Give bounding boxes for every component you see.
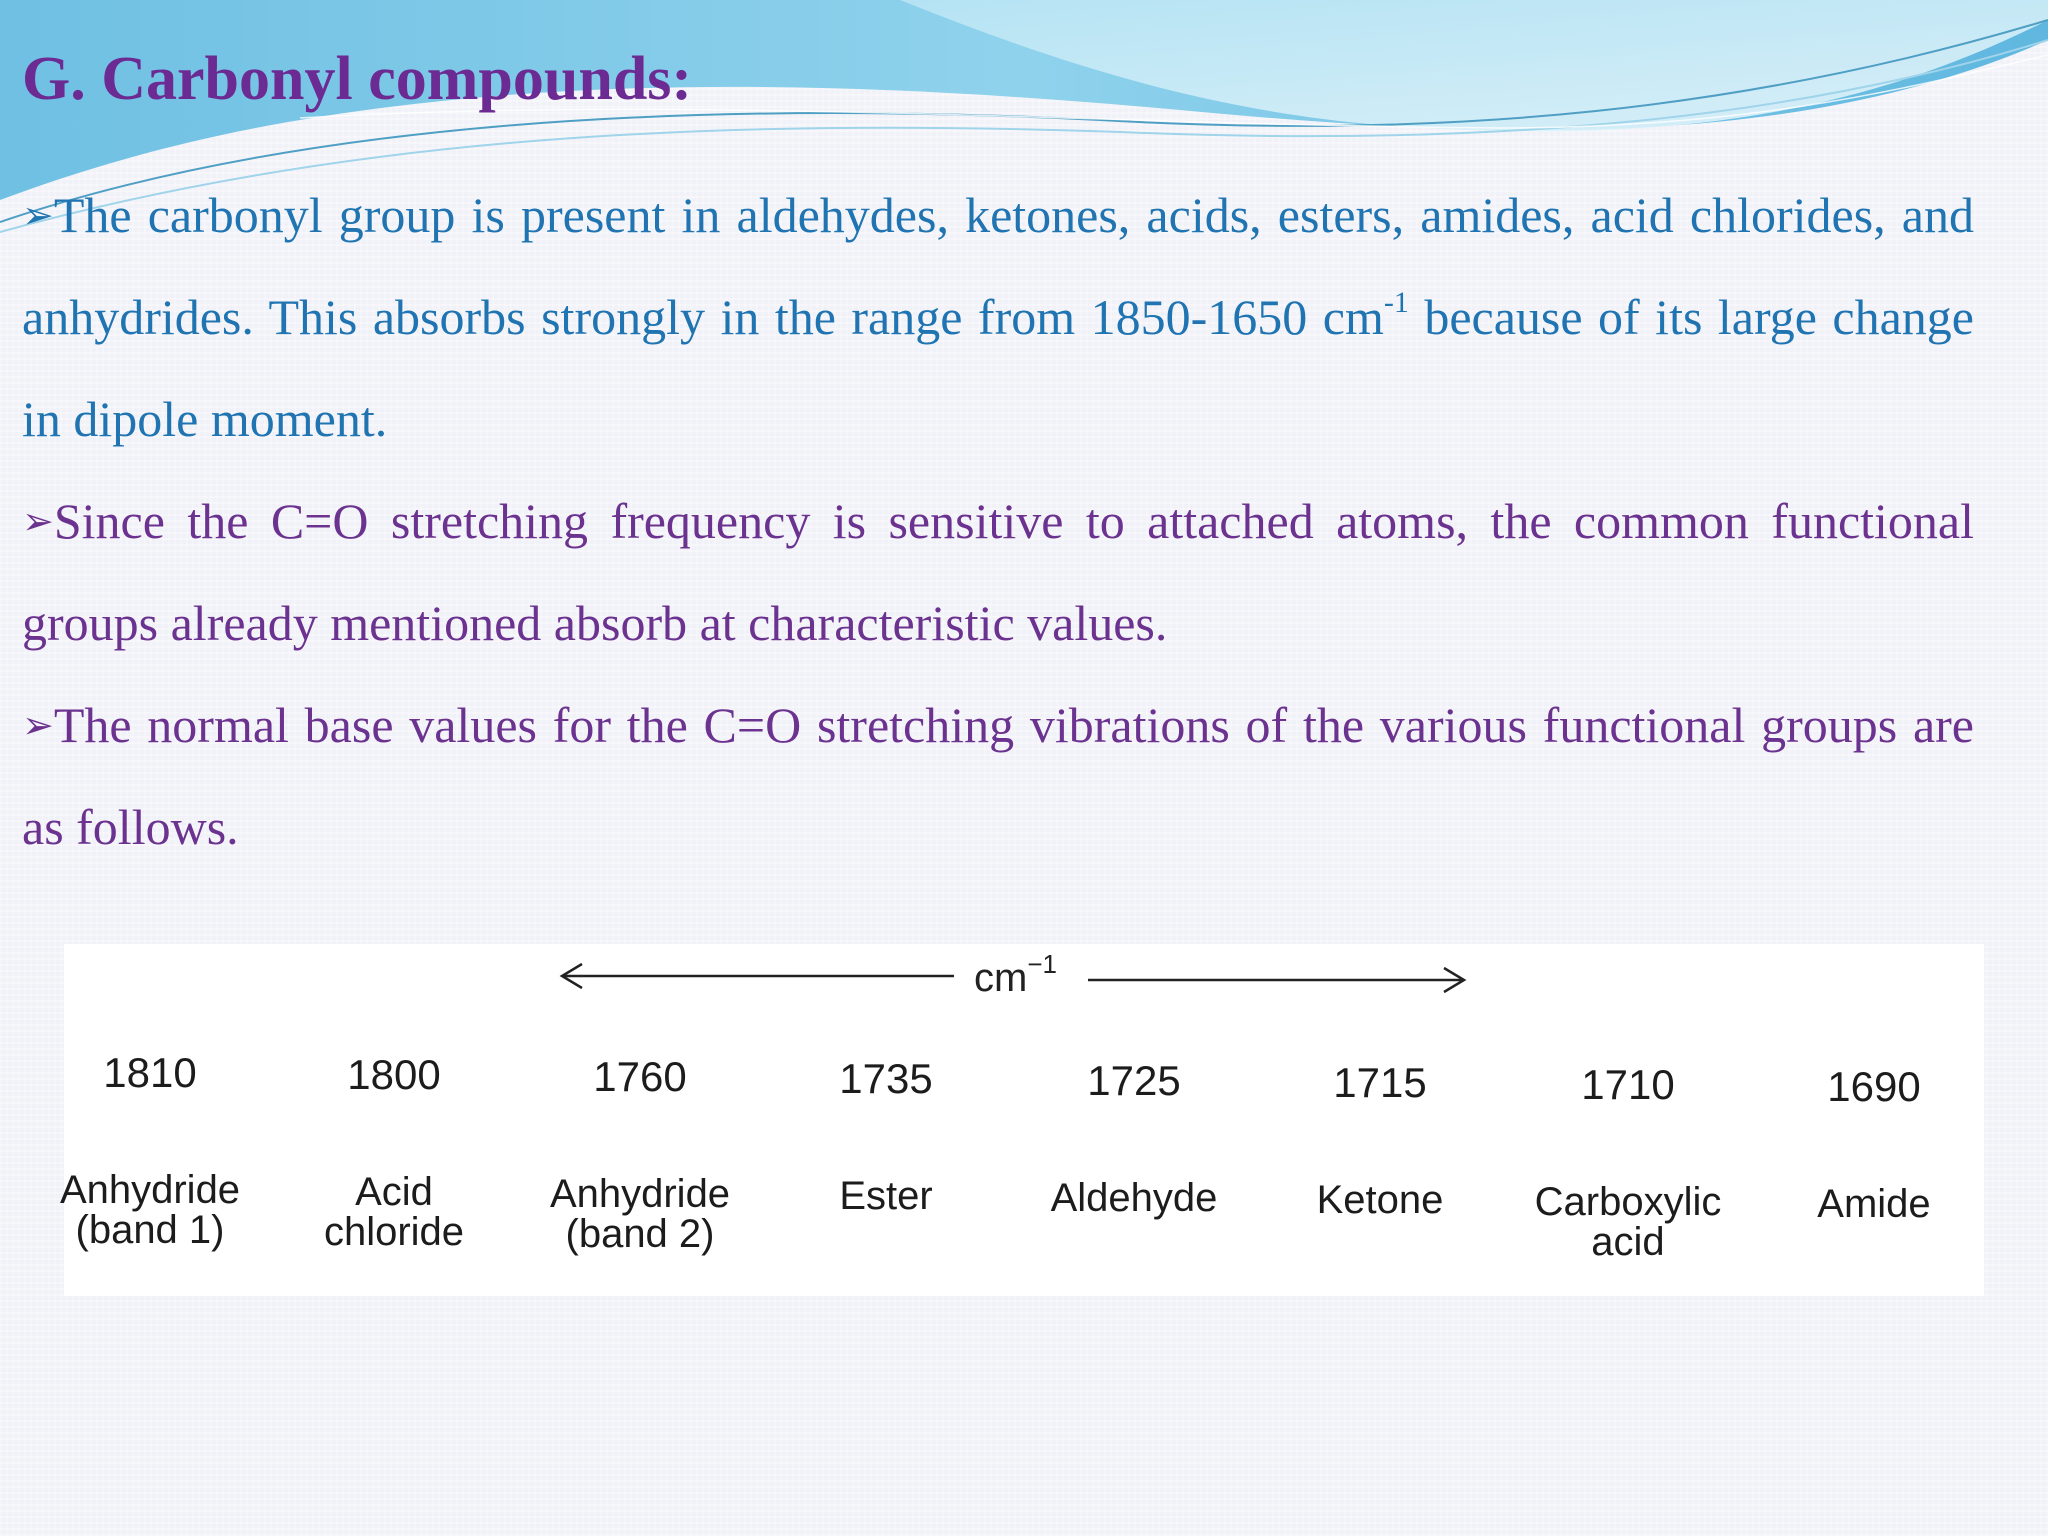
arrow-bullet-icon: ➢ <box>22 193 54 237</box>
unit-text: cm <box>974 956 1028 1000</box>
entry-label-line1: Aldehyde <box>1050 1176 1218 1220</box>
entry-ketone <box>1270 944 1490 1220</box>
entry-label-line2: chloride <box>323 1210 465 1254</box>
entry-value: 1735 <box>839 1055 933 1102</box>
entry-label-line1: Anhydride <box>549 1172 731 1216</box>
arrow-bullet-icon: ➢ <box>22 703 54 747</box>
arrow-bullet-icon: ➢ <box>22 499 54 543</box>
entry-label-line2: (band 2) <box>565 1212 715 1256</box>
bullet-2 <box>22 470 1974 674</box>
bullet-1 <box>22 164 1974 470</box>
entry-label-line1: Carboxylic <box>1534 1180 1722 1224</box>
entry-value: 1760 <box>593 1053 687 1100</box>
entry-ester <box>776 944 996 1216</box>
entry-anhydride-band2 <box>530 944 750 1254</box>
entry-anhydride-band1 <box>40 944 260 1250</box>
bullet-1-superscript: -1 <box>1383 286 1409 319</box>
entry-label-line2: acid <box>1591 1220 1665 1264</box>
bullet-1-text: The carbonyl group is present in aldehydes, ketones, acids, esters, amides, acid chlorides, and anhydrides. This absorbs strongly in the range from 1850-1650 cm <box>22 187 1974 345</box>
bullet-2-text: Since the C=O stretching frequency is sensitive to attached atoms, the common functional groups already mentioned absorb at characteristic values. <box>22 493 1974 651</box>
entry-label-line1: Ester <box>839 1174 933 1218</box>
entry-value: 1810 <box>103 1049 197 1096</box>
entry-label-line1: Acid <box>355 1170 433 1214</box>
entry-value: 1715 <box>1333 1059 1427 1106</box>
entry-value: 1690 <box>1827 1063 1921 1110</box>
slide-title: G. Carbonyl compounds: <box>22 45 693 113</box>
entry-carboxylic-acid <box>1518 944 1738 1262</box>
entry-aldehyde <box>1024 944 1244 1218</box>
entry-acid-chloride <box>284 944 504 1252</box>
entry-label-line1: Anhydride <box>59 1168 241 1212</box>
entry-value: 1725 <box>1087 1057 1181 1104</box>
entry-amide <box>1764 944 1984 1224</box>
entry-value: 1800 <box>347 1051 441 1098</box>
carbonyl-frequency-figure <box>59 944 1984 1296</box>
entry-label-line1: Amide <box>1817 1182 1931 1226</box>
entry-label-line2: (band 1) <box>75 1208 225 1252</box>
entry-value: 1710 <box>1581 1061 1675 1108</box>
unit-superscript: −1 <box>1027 949 1057 979</box>
bullet-1-text-after: because of its large change in dipole moment. <box>22 289 1974 447</box>
bullet-3-text: The normal base values for the C=O stretching vibrations of the various functional groups are as follows. <box>22 697 1974 855</box>
bullet-3 <box>22 674 1974 878</box>
entry-label-line1: Ketone <box>1316 1178 1444 1222</box>
body-text <box>22 164 1974 878</box>
